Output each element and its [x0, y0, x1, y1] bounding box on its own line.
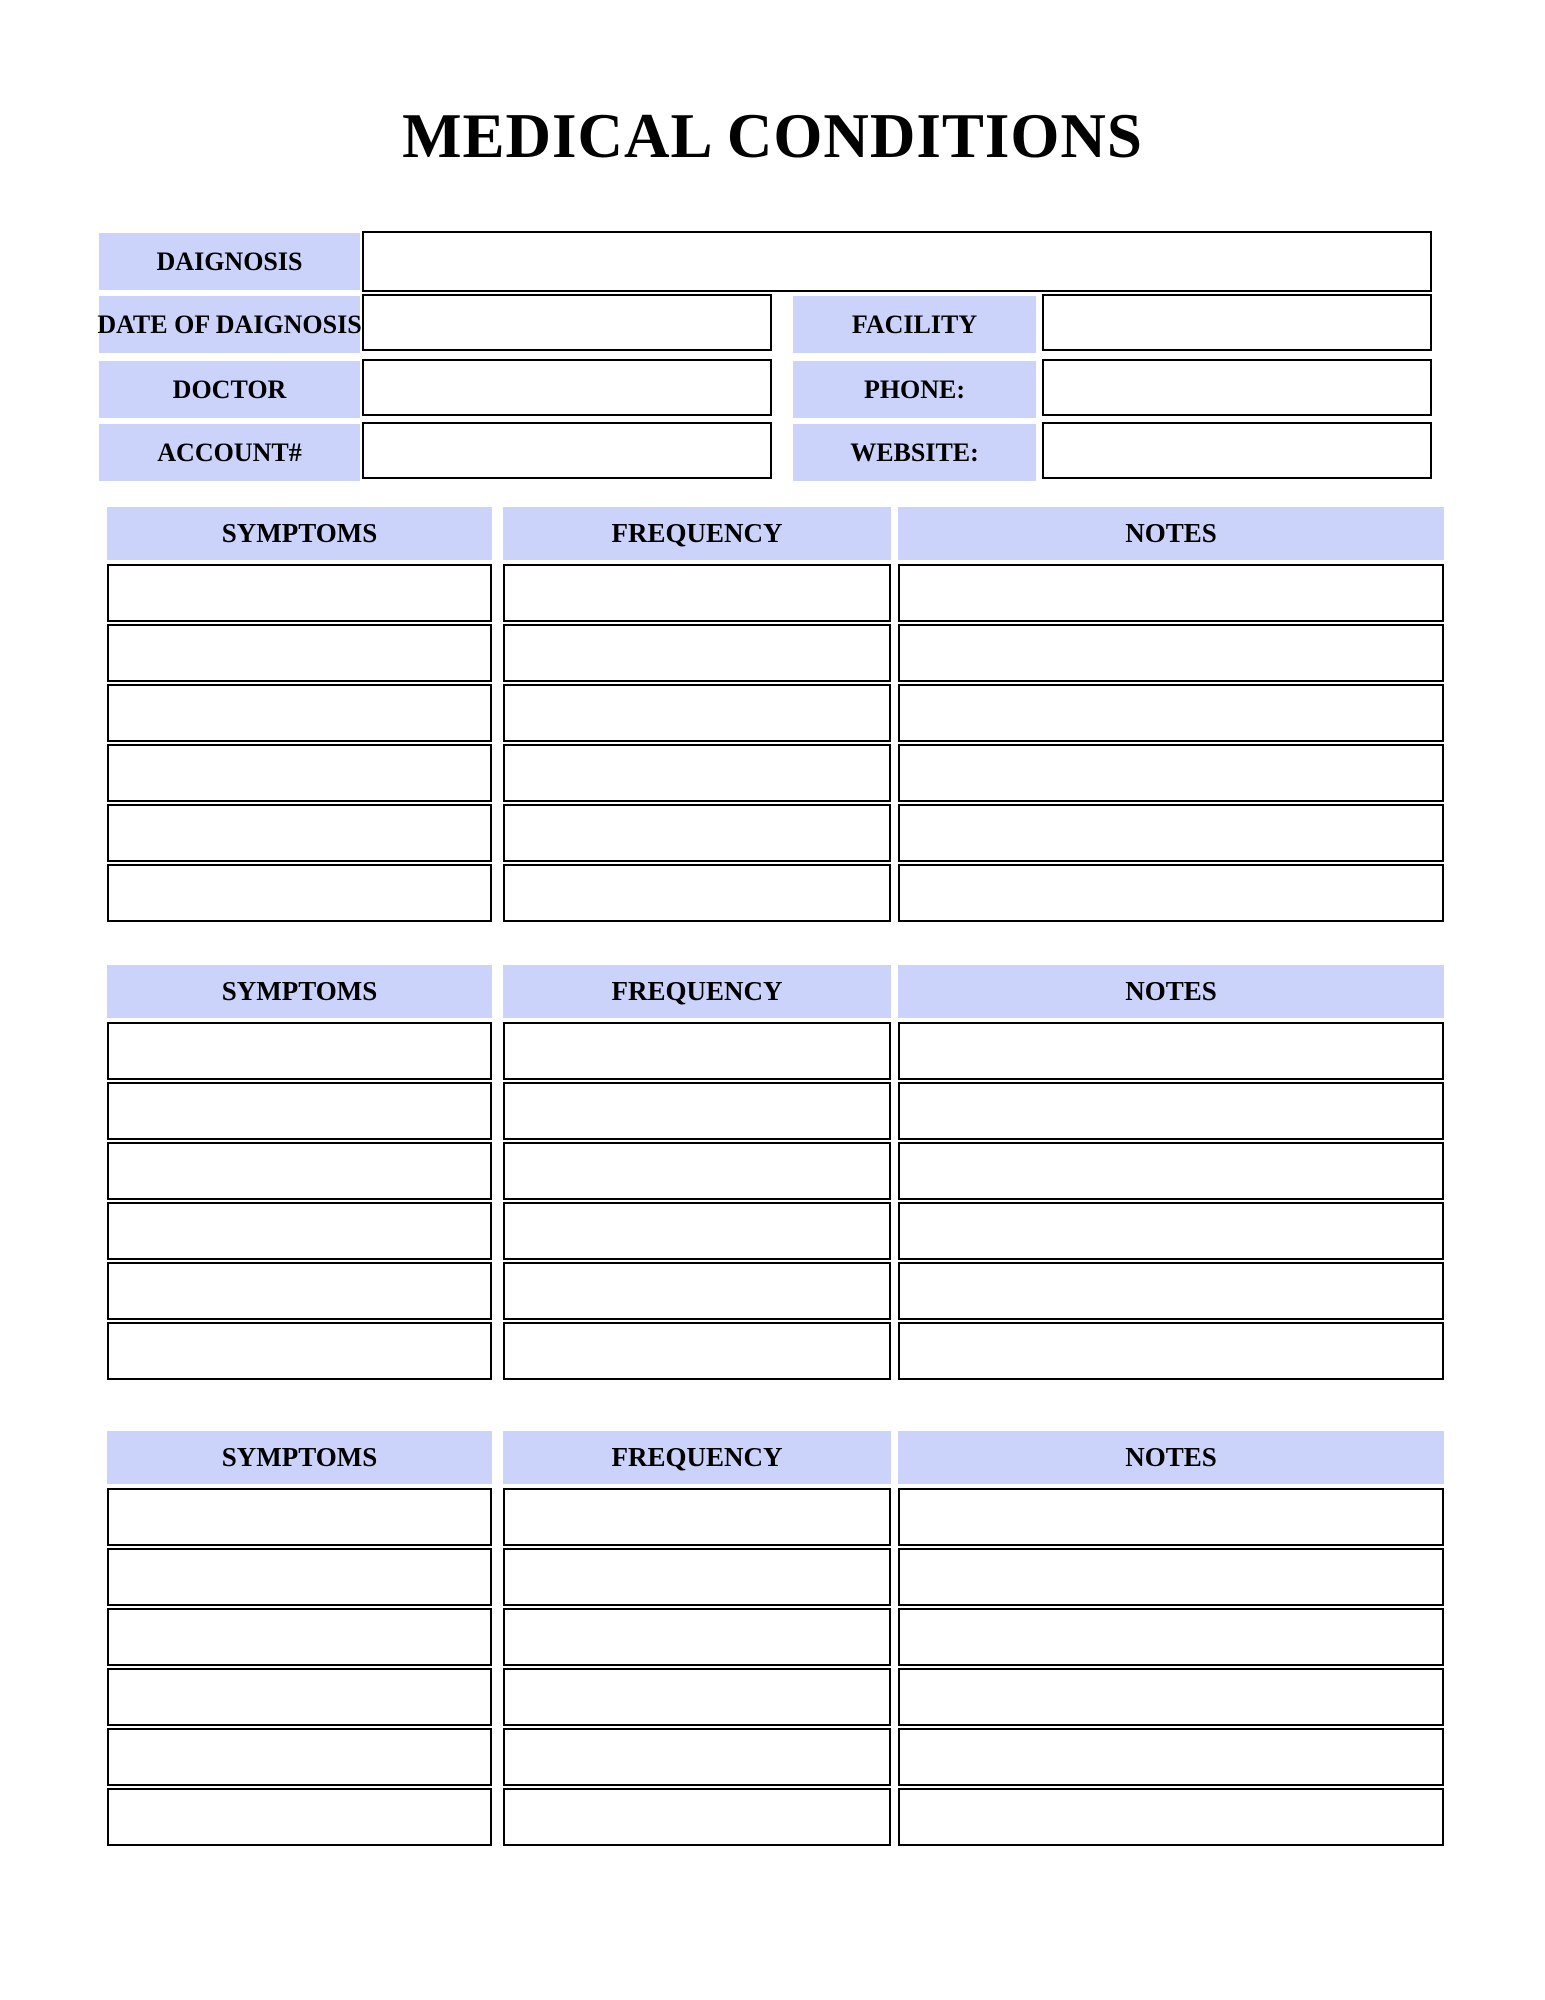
notes-cell[interactable]: [898, 624, 1444, 682]
frequency-cell[interactable]: [503, 1262, 891, 1320]
frequency-cell[interactable]: [503, 864, 891, 922]
notes-cell[interactable]: [898, 1488, 1444, 1546]
notes-cell[interactable]: [898, 1668, 1444, 1726]
phone-input[interactable]: [1042, 359, 1432, 416]
notes-cell[interactable]: [898, 684, 1444, 742]
frequency-cell[interactable]: [503, 1022, 891, 1080]
symptoms-cell[interactable]: [107, 1608, 492, 1666]
notes-cell[interactable]: [898, 1202, 1444, 1260]
notes-cell[interactable]: [898, 564, 1444, 622]
symptoms-cell[interactable]: [107, 624, 492, 682]
frequency-column-rows: [503, 1488, 891, 1848]
symptoms-column-header: SYMPTOMS: [107, 507, 492, 560]
notes-cell[interactable]: [898, 1082, 1444, 1140]
notes-cell[interactable]: [898, 1728, 1444, 1786]
frequency-cell[interactable]: [503, 624, 891, 682]
symptoms-cell[interactable]: [107, 1262, 492, 1320]
symptoms-cell[interactable]: [107, 1548, 492, 1606]
symptoms-cell[interactable]: [107, 804, 492, 862]
frequency-column-header: FREQUENCY: [503, 507, 891, 560]
doctor-label: DOCTOR: [99, 361, 360, 418]
notes-column-rows: [898, 564, 1444, 924]
notes-column-rows: [898, 1488, 1444, 1848]
symptoms-column-rows: [107, 1022, 492, 1382]
symptoms-column-rows: [107, 1488, 492, 1848]
frequency-cell[interactable]: [503, 684, 891, 742]
phone-label: PHONE:: [793, 361, 1036, 418]
notes-cell[interactable]: [898, 864, 1444, 922]
frequency-cell[interactable]: [503, 1082, 891, 1140]
facility-input[interactable]: [1042, 294, 1432, 351]
date-of-diagnosis-label: DATE OF DAIGNOSIS: [99, 296, 360, 353]
frequency-cell[interactable]: [503, 1202, 891, 1260]
symptoms-table-2: [107, 965, 1444, 1385]
notes-cell[interactable]: [898, 1322, 1444, 1380]
frequency-cell[interactable]: [503, 1788, 891, 1846]
frequency-cell[interactable]: [503, 1142, 891, 1200]
notes-cell[interactable]: [898, 744, 1444, 802]
frequency-cell[interactable]: [503, 1488, 891, 1546]
frequency-cell[interactable]: [503, 1668, 891, 1726]
symptoms-cell[interactable]: [107, 1022, 492, 1080]
notes-cell[interactable]: [898, 1548, 1444, 1606]
symptoms-cell[interactable]: [107, 1322, 492, 1380]
frequency-cell[interactable]: [503, 1728, 891, 1786]
notes-column-header: NOTES: [898, 965, 1444, 1018]
symptoms-column-header: SYMPTOMS: [107, 965, 492, 1018]
frequency-cell[interactable]: [503, 1322, 891, 1380]
frequency-cell[interactable]: [503, 1608, 891, 1666]
frequency-column-header: FREQUENCY: [503, 965, 891, 1018]
account-number-input[interactable]: [362, 422, 772, 479]
doctor-input[interactable]: [362, 359, 772, 416]
diagnosis-label: DAIGNOSIS: [99, 233, 360, 290]
frequency-column-rows: [503, 1022, 891, 1382]
symptoms-cell[interactable]: [107, 864, 492, 922]
symptoms-cell[interactable]: [107, 1082, 492, 1140]
notes-column-header: NOTES: [898, 1431, 1444, 1484]
symptoms-cell[interactable]: [107, 1728, 492, 1786]
website-input[interactable]: [1042, 422, 1432, 479]
frequency-cell[interactable]: [503, 744, 891, 802]
symptoms-cell[interactable]: [107, 744, 492, 802]
frequency-column-rows: [503, 564, 891, 924]
website-label: WEBSITE:: [793, 424, 1036, 481]
date-of-diagnosis-input[interactable]: [362, 294, 772, 351]
frequency-column-header: FREQUENCY: [503, 1431, 891, 1484]
symptoms-cell[interactable]: [107, 564, 492, 622]
symptoms-cell[interactable]: [107, 1668, 492, 1726]
facility-label: FACILITY: [793, 296, 1036, 353]
symptoms-table-3: [107, 1431, 1444, 1851]
notes-cell[interactable]: [898, 1142, 1444, 1200]
symptoms-cell[interactable]: [107, 1142, 492, 1200]
symptoms-cell[interactable]: [107, 1202, 492, 1260]
notes-cell[interactable]: [898, 1788, 1444, 1846]
notes-cell[interactable]: [898, 1608, 1444, 1666]
page-title: MEDICAL CONDITIONS: [402, 101, 1143, 171]
account-number-label: ACCOUNT#: [99, 424, 360, 481]
symptoms-cell[interactable]: [107, 684, 492, 742]
symptoms-cell[interactable]: [107, 1788, 492, 1846]
symptoms-cell[interactable]: [107, 1488, 492, 1546]
notes-column-header: NOTES: [898, 507, 1444, 560]
notes-cell[interactable]: [898, 1022, 1444, 1080]
frequency-cell[interactable]: [503, 564, 891, 622]
notes-cell[interactable]: [898, 804, 1444, 862]
symptoms-column-header: SYMPTOMS: [107, 1431, 492, 1484]
notes-cell[interactable]: [898, 1262, 1444, 1320]
notes-column-rows: [898, 1022, 1444, 1382]
frequency-cell[interactable]: [503, 1548, 891, 1606]
symptoms-column-rows: [107, 564, 492, 924]
frequency-cell[interactable]: [503, 804, 891, 862]
diagnosis-input[interactable]: [362, 231, 1432, 292]
symptoms-table-1: [107, 507, 1444, 927]
